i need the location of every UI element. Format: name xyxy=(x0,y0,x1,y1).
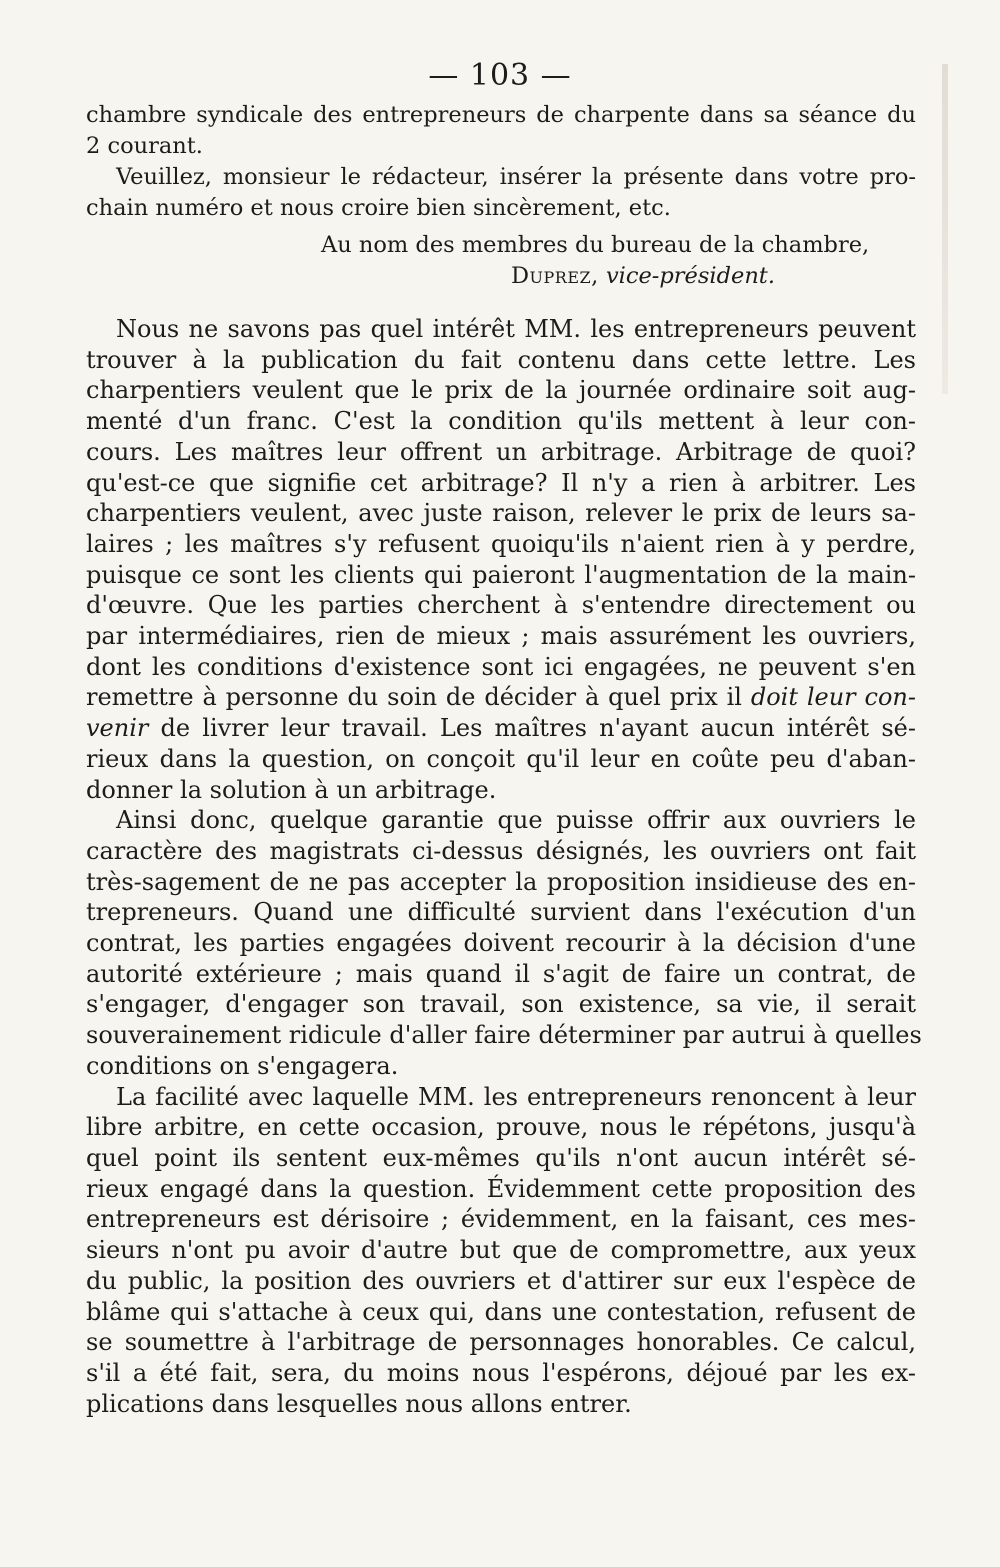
body-line: Ainsi donc, quelque garantie que puisse offrir aux ouvriers le xyxy=(116,806,916,835)
body-line-mixed xyxy=(86,682,916,713)
body-line: donner la solution à un arbitrage. xyxy=(86,775,497,804)
body-line: contrat, les parties engagées doivent recourir à la décision d'une xyxy=(86,929,916,958)
body-line-mixed xyxy=(86,713,916,744)
body-line: puisque ce sont les clients qui paieront l'augmentation de la main- xyxy=(86,560,916,589)
body-line: du public, la position des ouvriers et d'attirer sur eux l'espèce de xyxy=(86,1266,916,1295)
body-line: rieux dans la question, on conçoit qu'il leur en coûte peu d'aban- xyxy=(86,744,916,773)
body-line: qu'est-ce que signifie cet arbitrage? Il n'y a rien à arbitrer. Les xyxy=(86,468,916,497)
body-line: charpentiers veulent que le prix de la journée ordinaire soit aug- xyxy=(86,376,916,405)
body-line: rieux engagé dans la question. Évidemment cette proposition des xyxy=(86,1174,916,1203)
body-line: dont les conditions d'existence sont ici engagées, ne peuvent s'en xyxy=(86,652,916,681)
letter-line: chambre syndicale des entrepreneurs de charpente dans sa séance du xyxy=(86,102,916,128)
signature-line: Au nom des membres du bureau de la chambre, xyxy=(321,232,870,258)
body-line: autorité extérieure ; mais quand il s'agit de faire un contrat, de xyxy=(86,959,916,988)
body-line: charpentiers veulent, avec juste raison, relever le prix de leurs sa- xyxy=(86,499,916,528)
body-line: quel point ils sentent eux-mêmes qu'ils n'ont aucun intérêt sé- xyxy=(86,1143,916,1172)
body-line: blâme qui s'attache à ceux qui, dans une contestation, refusent de xyxy=(86,1297,916,1326)
body-line: conditions on s'engagera. xyxy=(86,1051,399,1080)
body-line: libre arbitre, en cette occasion, prouve, nous le répétons, jusqu'à xyxy=(86,1113,916,1142)
body-italic: venir xyxy=(86,714,149,743)
text-block xyxy=(86,100,922,1419)
body-italic: doit leur con- xyxy=(750,683,916,712)
body-line: caractère des magistrats ci-dessus désignés, les ouvriers ont fait xyxy=(86,836,916,865)
signature-title: vice-président. xyxy=(605,263,775,289)
body-line: se soumettre à l'arbitrage de personnages honorables. Ce calcul, xyxy=(86,1328,916,1357)
signature-author xyxy=(86,261,916,292)
body-text: remettre à personne du soin de décider à quel prix il xyxy=(86,683,742,712)
margin-binding-shadow xyxy=(942,64,948,394)
signature-name: Duprez, xyxy=(511,263,599,289)
page-number: — 103 — xyxy=(428,58,572,93)
body-line: s'engager, d'engager son travail, son existence, sa vie, il serait xyxy=(86,990,916,1019)
body-line: cours. Les maîtres leur offrent un arbitrage. Arbitrage de quoi? xyxy=(86,437,916,466)
body-line: souverainement ridicule d'aller faire déterminer par autrui à quelles xyxy=(86,1021,922,1050)
body-line: par intermédiaires, rien de mieux ; mais assurément les ouvriers, xyxy=(86,622,916,651)
letter-closing-line: chain numéro et nous croire bien sincèrement, etc. xyxy=(86,195,671,221)
body-line: trepreneurs. Quand une difficulté survient dans l'exécution d'un xyxy=(86,898,916,927)
paragraph-1 xyxy=(86,314,916,805)
body-text: de livrer leur travail. Les maîtres n'ayant aucun intérêt sé- xyxy=(160,714,916,743)
body-line: s'il a été fait, sera, du moins nous l'espérons, déjoué par les ex- xyxy=(86,1358,916,1387)
body-line: trouver à la publication du fait contenu dans cette lettre. Les xyxy=(86,345,916,374)
body-line: menté d'un franc. C'est la condition qu'ils mettent à leur con- xyxy=(86,407,916,436)
body-line: très-sagement de ne pas accepter la proposition insidieuse des en- xyxy=(86,867,916,896)
body-line: Nous ne savons pas quel intérêt MM. les entrepreneurs peuvent xyxy=(116,315,916,343)
body-line: entrepreneurs est dérisoire ; évidemment, en la faisant, ces mes- xyxy=(86,1205,916,1234)
paragraph-3 xyxy=(86,1082,916,1420)
body-line: laires ; les maîtres s'y refusent quoiqu'ils n'aient rien à y perdre, xyxy=(86,529,916,558)
letter-line: 2 courant. xyxy=(86,133,203,159)
body-line: sieurs n'ont pu avoir d'autre but que de compromettre, aux yeux xyxy=(86,1236,916,1265)
body-line: d'œuvre. Que les parties cherchent à s'entendre directement ou xyxy=(86,591,916,620)
letter-closing-line: Veuillez, monsieur le rédacteur, insérer la présente dans votre pro- xyxy=(116,164,916,190)
body-line: plications dans lesquelles nous allons entrer. xyxy=(86,1389,632,1418)
body-line: La facilité avec laquelle MM. les entrepreneurs renoncent à leur xyxy=(116,1082,916,1111)
paragraph-2 xyxy=(86,805,922,1081)
